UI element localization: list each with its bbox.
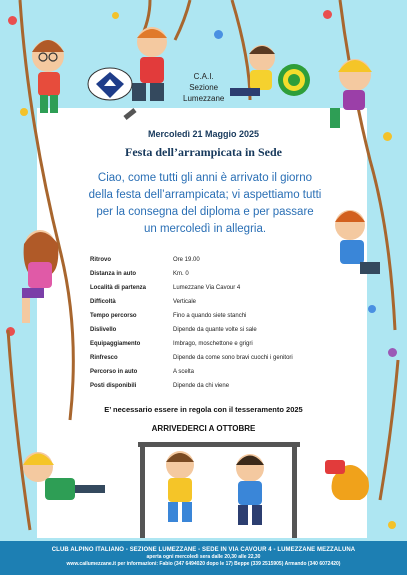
details-value: A scelta [173, 369, 195, 375]
details-value: Fino a quando siete stanchi [173, 313, 247, 319]
details-value: Imbrago, moschettone e grigri [173, 341, 253, 347]
footer-line2: aperta ogni mercoledì sera dalle 20,30 alle 22,30 [146, 554, 261, 560]
details-row [90, 253, 293, 267]
details-table [90, 253, 293, 393]
details-value: Lumezzane Via Cavour 4 [173, 285, 241, 291]
monkey-bar-icon [138, 442, 300, 538]
details-label: Tempo percorso [90, 313, 137, 319]
details-row [90, 281, 293, 295]
membership-note: E’ necessario essere in regola con il tesseramento 2025 [104, 405, 303, 414]
closing-text: ARRIVEDERCI A OTTOBRE [151, 424, 256, 433]
event-title: Festa dell’arrampicata in Sede [125, 145, 282, 159]
details-row [90, 337, 293, 351]
details-label: Posti disponibili [90, 383, 137, 389]
cai-line2: Sezione [189, 83, 219, 92]
details-label: Difficoltà [90, 299, 116, 305]
details-value: Ore 19.00 [173, 257, 200, 263]
cai-section-label [183, 71, 224, 104]
footer-line1: CLUB ALPINO ITALIANO - SEZIONE LUMEZZANE - SEDE IN VIA CAVOUR 4 - LUMEZZANE MEZZALUNA [51, 547, 356, 553]
intro-line: per la consegna del diploma e per passare [96, 206, 314, 218]
details-value: Dipende da quante volte si sale [173, 327, 257, 333]
details-row [90, 351, 293, 365]
details-label: Equipaggiamento [90, 341, 141, 347]
details-row [90, 309, 293, 323]
footer-bar [0, 541, 407, 575]
details-row [90, 323, 293, 337]
details-row [90, 295, 293, 309]
cai-logo-icon [88, 68, 132, 100]
details-value: Dipende da chi viene [173, 383, 230, 389]
rope-icon [340, 0, 395, 330]
event-intro [80, 170, 330, 238]
details-row [90, 365, 293, 379]
details-value: Verticale [173, 299, 197, 305]
details-label: Ritrovo [90, 257, 111, 263]
details-label: Rinfresco [90, 355, 118, 361]
cai-line3: Lumezzane [183, 94, 225, 103]
details-label: Percorso in auto [90, 369, 138, 375]
green-club-logo-icon [278, 64, 310, 96]
details-label: Dislivello [90, 327, 117, 333]
event-date: Mercoledì 21 Maggio 2025 [147, 129, 260, 139]
cai-line1: C.A.I. [193, 72, 214, 81]
footer-line3: www.cailumezzane.it per informazioni: Fabio (347 6494020 dopo le 17) Beppe (339 2515905) Armando (340 6072420) [66, 561, 341, 567]
intro-line: della festa dell’arrampicata; vi aspettiamo tutti [88, 189, 322, 201]
details-row [90, 267, 293, 281]
rope-icon [232, 0, 250, 100]
details-row [90, 379, 293, 393]
rope-icon [175, 0, 190, 40]
details-value: Dipende da come sono bravi cuochi i genitori [173, 355, 293, 361]
intro-line: un mercoledì in allegria. [143, 223, 267, 235]
details-value: Km. 0 [173, 271, 189, 277]
intro-line: Ciao, come tutti gli anni è arrivato il giorno [97, 172, 313, 184]
details-label: Distanza in auto [90, 271, 137, 277]
details-label: Località di partenza [90, 285, 147, 291]
